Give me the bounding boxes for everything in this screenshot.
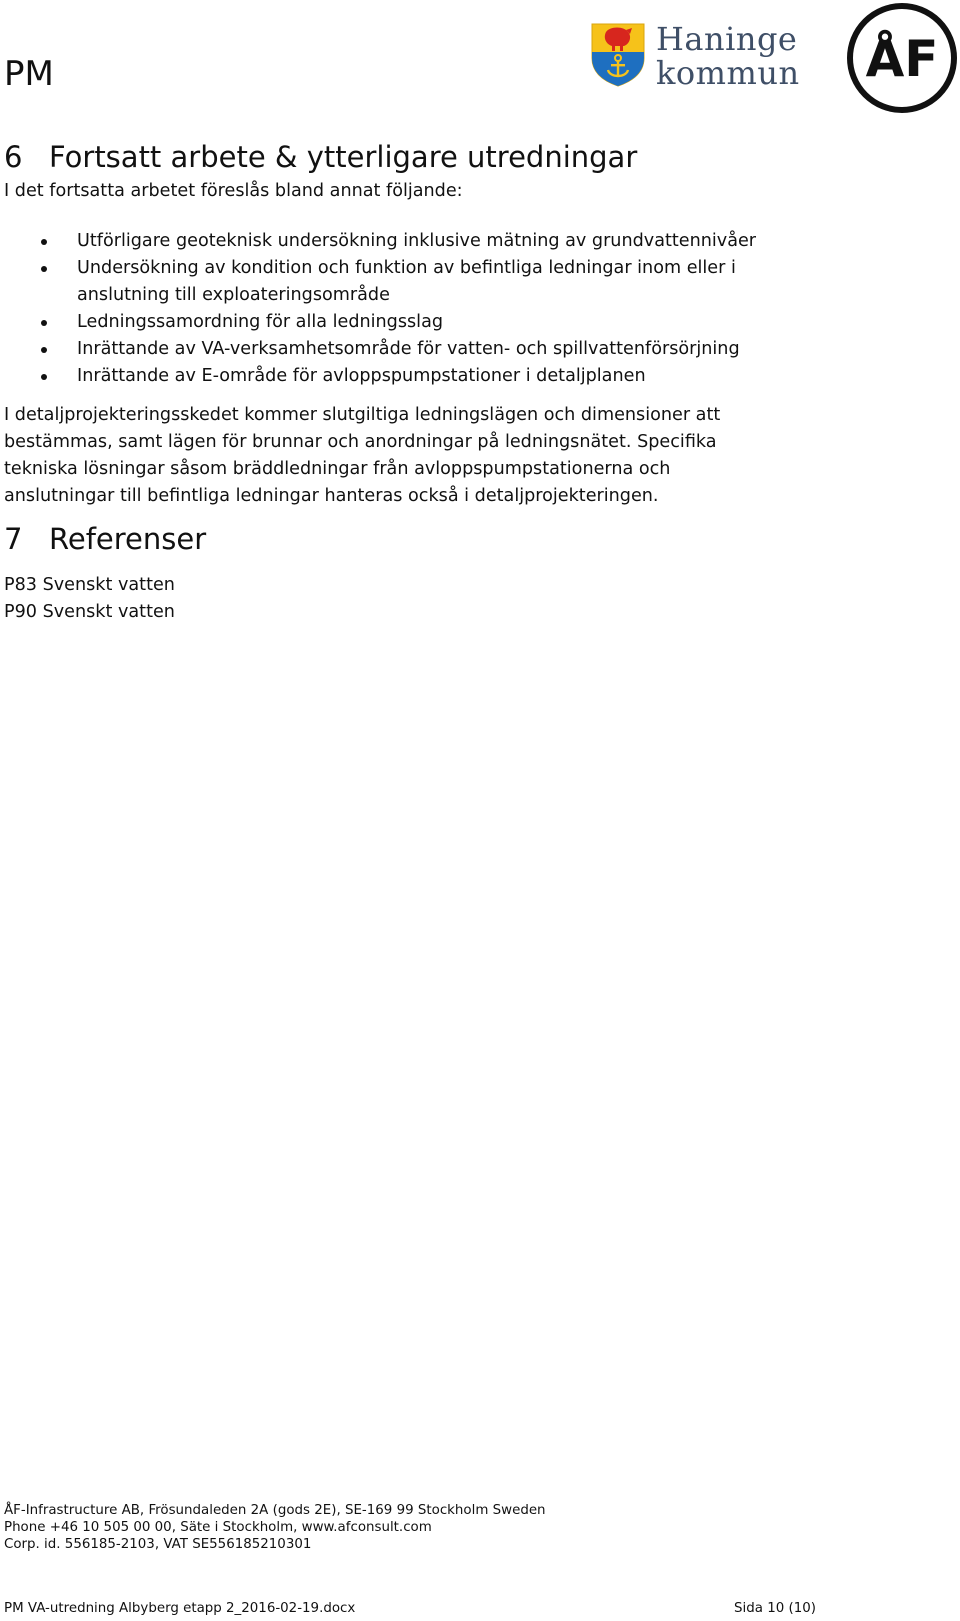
company-footer bbox=[4, 1502, 546, 1553]
bullet-icon bbox=[41, 320, 47, 326]
haninge-logo-line2: kommun bbox=[656, 54, 800, 92]
list-item: Inrättande av VA-verksamhetsområde för vatten- och spillvattenförsörjning bbox=[4, 336, 824, 363]
section-6-number: 6 bbox=[4, 140, 23, 174]
footer-filename: PM VA-utredning Albyberg etapp 2_2016-02-19.docx bbox=[4, 1601, 356, 1616]
section-6-title: Fortsatt arbete & ytterligare utredningar bbox=[49, 140, 638, 174]
footer-company-line: ÅF-Infrastructure AB, Frösundaleden 2A (gods 2E), SE-169 99 Stockholm Sweden bbox=[4, 1503, 546, 1518]
haninge-logo-line1: Haninge bbox=[656, 20, 798, 58]
page-footer bbox=[4, 1600, 816, 1617]
page-number: Sida 10 (10) bbox=[734, 1601, 816, 1616]
af-logo-icon bbox=[846, 2, 958, 114]
section-7-title: Referenser bbox=[49, 522, 207, 556]
section-6-intro: I det fortsatta arbetet föreslås bland annat följande: bbox=[4, 181, 463, 201]
list-item: Undersökning av kondition och funktion av befintliga ledningar inom eller i anslutning till exploateringsområde bbox=[4, 255, 824, 309]
footer-corp-line: Corp. id. 556185-2103, VAT SE556185210301 bbox=[4, 1537, 312, 1552]
haninge-coat-of-arms-icon bbox=[590, 22, 646, 88]
haninge-kommun-logo bbox=[588, 22, 804, 92]
section-7-number: 7 bbox=[4, 522, 23, 556]
af-logo-mark: ÅF bbox=[865, 30, 939, 88]
reference-item: P90 Svenskt vatten bbox=[4, 602, 175, 622]
bullet-icon bbox=[41, 374, 47, 380]
section-7-heading bbox=[4, 522, 206, 556]
bullet-icon bbox=[41, 347, 47, 353]
footer-phone-line: Phone +46 10 505 00 00, Säte i Stockholm, www.afconsult.com bbox=[4, 1520, 432, 1535]
reference-item: P83 Svenskt vatten bbox=[4, 575, 175, 595]
list-item: Inrättande av E-område för avloppspumpstationer i detaljplanen bbox=[4, 363, 824, 390]
section-6-heading bbox=[4, 140, 637, 174]
section-6-bullet-list bbox=[4, 228, 824, 390]
bullet-icon bbox=[41, 266, 47, 272]
list-item: Ledningssamordning för alla ledningsslag bbox=[4, 309, 824, 336]
list-item: Utförligare geoteknisk undersökning inklusive mätning av grundvattennivåer bbox=[4, 228, 824, 255]
bullet-icon bbox=[41, 239, 47, 245]
document-type-label: PM bbox=[4, 54, 54, 94]
section-6-paragraph: I detaljprojekteringsskedet kommer slutgiltiga ledningslägen och dimensioner att bestämmas, samt lägen för brunnar och anordningar på ledningsnätet. Specifika tekniska lösningar såsom bräddledningar från avloppspumpstationerna och anslutningar till befintliga ledningar hanteras också i detaljprojekteringen. bbox=[4, 405, 721, 506]
